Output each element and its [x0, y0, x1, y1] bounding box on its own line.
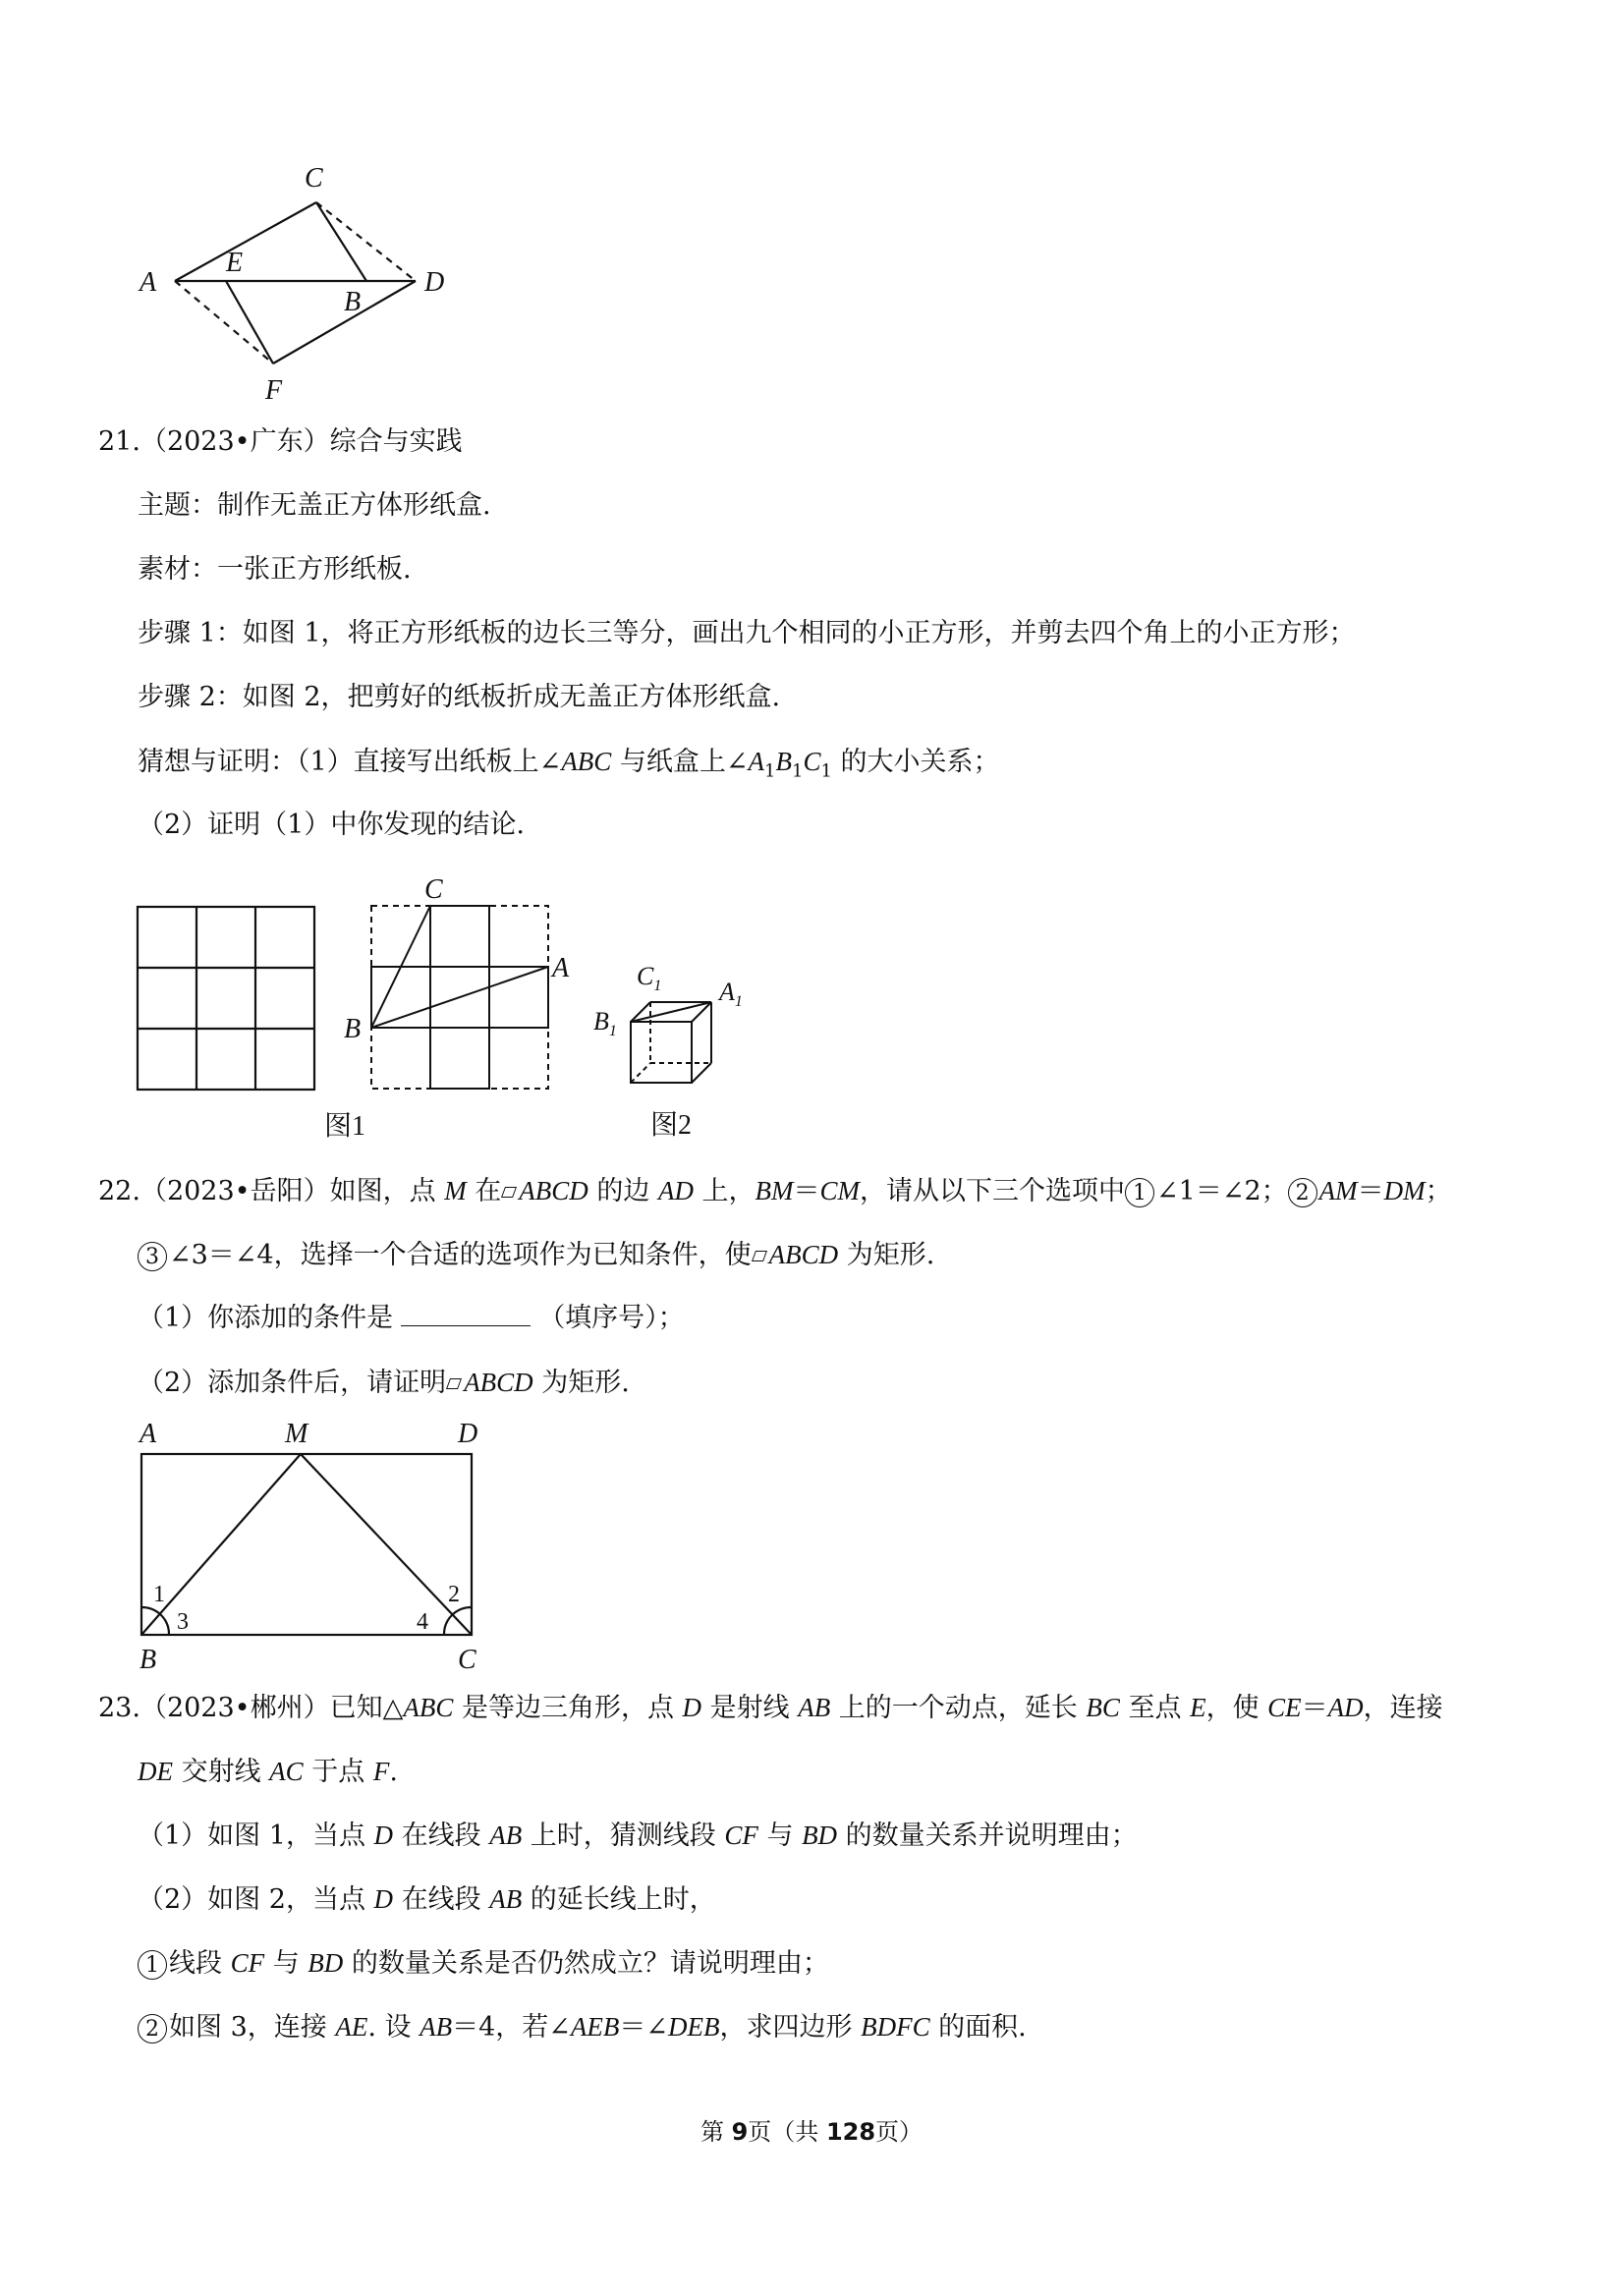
label-b: B — [344, 287, 362, 317]
text: 的数量关系并说明理由； — [837, 1820, 1138, 1851]
q23-line2 — [138, 1752, 398, 1792]
segment-ba — [371, 967, 548, 1028]
var: DE — [138, 1757, 173, 1786]
var: D — [682, 1693, 702, 1722]
circled-number: 3 — [138, 1242, 167, 1271]
rectangle-abcd — [141, 1454, 472, 1635]
var: BC — [1086, 1693, 1120, 1722]
var: BD — [802, 1820, 838, 1850]
angle-c1: C — [803, 747, 821, 776]
subscript: 1 — [791, 760, 804, 782]
arc-angle-2 — [453, 1607, 472, 1614]
var: ABCD — [464, 1368, 533, 1397]
text: ，求四边形 — [719, 2012, 862, 2043]
q21-step2: 步骤 2：如图 2，把剪好的纸板折成无盖正方体形纸盒. — [138, 682, 781, 712]
q22-line2 — [138, 1235, 934, 1275]
text: 至点 — [1119, 1693, 1191, 1723]
parallelogram-icon — [752, 1251, 767, 1261]
var: AC — [269, 1757, 304, 1786]
label-c1: $C_1$ — [637, 962, 662, 994]
text: ＝∠ — [619, 2012, 669, 2043]
text: 猜想与证明：（1）直接写出纸板上∠ — [138, 747, 562, 777]
var: AEB — [570, 2012, 620, 2042]
text: 的面积. — [929, 2012, 1027, 2043]
label-b1: $B_1$ — [593, 1007, 617, 1039]
label-b: B — [344, 1014, 362, 1044]
segment-cm — [301, 1454, 472, 1635]
question-number: 23. — [98, 1693, 140, 1723]
arc-angle-1 — [141, 1607, 160, 1614]
text: （2）如图 2，当点 — [138, 1884, 374, 1915]
var: E — [1190, 1693, 1206, 1722]
var: M — [444, 1176, 467, 1205]
caption-fig1: 图1 — [324, 1111, 366, 1142]
var: ABCD — [768, 1240, 839, 1269]
segment-af-dashed — [175, 281, 273, 364]
angle-a1: A — [748, 747, 765, 776]
text: 交射线 — [173, 1757, 270, 1787]
text: （1）你添加的条件是 — [138, 1303, 394, 1333]
subscript: 1 — [820, 760, 832, 782]
label-f: F — [265, 375, 283, 406]
text: ＝ — [1301, 1693, 1328, 1723]
var: ABC — [403, 1693, 454, 1722]
label-c: C — [305, 163, 323, 194]
text: ； — [1425, 1176, 1452, 1206]
q23-part1 — [138, 1816, 1138, 1856]
text: ＝ — [793, 1176, 820, 1206]
arc-angle-3 — [160, 1614, 169, 1635]
text: ∠1＝∠2； — [1156, 1176, 1288, 1206]
text: ＝ — [1357, 1176, 1384, 1206]
text: 上的一个动点，延长 — [830, 1693, 1087, 1723]
segment-ac — [175, 202, 316, 281]
text: （1）如图 1，当点 — [138, 1820, 374, 1851]
text: （2）添加条件后，请证明 — [138, 1368, 447, 1398]
q21-part2: （2）证明（1）中你发现的结论. — [138, 810, 525, 840]
text: 的数量关系是否仍然成立？请说明理由； — [343, 1948, 829, 1979]
page-footer — [0, 2112, 1623, 2147]
q21-material: 素材：一张正方形纸板. — [138, 554, 412, 585]
var: AB — [489, 1820, 523, 1850]
text: 如图 3，连接 — [169, 2012, 336, 2043]
q23-part2 — [138, 1879, 716, 1920]
page-total: 128 — [825, 2118, 876, 2146]
label-a1: $A_1$ — [719, 978, 743, 1010]
text: （填序号）； — [538, 1303, 685, 1333]
q22-line4 — [138, 1363, 630, 1403]
q21-guess — [138, 742, 1000, 791]
angle-label-2: 2 — [448, 1582, 460, 1607]
var: CF — [230, 1948, 265, 1978]
parallelogram-icon — [446, 1378, 462, 1389]
figure-q21-fig2 — [334, 874, 756, 1159]
cube-hidden — [631, 1063, 650, 1083]
text: ，使 — [1205, 1693, 1268, 1723]
text: 与 — [757, 1820, 803, 1851]
q22-line1 — [98, 1171, 1452, 1211]
caption-fig2: 图2 — [650, 1110, 693, 1141]
figure-q20 — [138, 157, 452, 406]
var: CF — [724, 1820, 758, 1850]
text: 的边 — [588, 1176, 658, 1206]
angle-label-3: 3 — [177, 1609, 189, 1635]
question-source: （2023•广东）综合与实践 — [140, 426, 463, 457]
var: CE — [1267, 1693, 1302, 1722]
answer-blank[interactable] — [401, 1304, 531, 1326]
var: D — [373, 1884, 394, 1914]
text: 是射线 — [701, 1693, 799, 1723]
arc-angle-4 — [444, 1614, 453, 1635]
figure-q21-fig1 — [128, 899, 366, 1154]
label-m: M — [285, 1419, 308, 1449]
text: 与纸盒上∠ — [611, 747, 749, 777]
figure-q22 — [128, 1415, 501, 1680]
question-number: 21. — [98, 426, 140, 457]
text: 线段 — [169, 1948, 231, 1979]
angle-label-1: 1 — [153, 1582, 165, 1607]
text: 在 — [466, 1176, 502, 1206]
label-a: A — [140, 267, 157, 298]
text: 的延长线上时， — [522, 1884, 716, 1915]
text: 在线段 — [393, 1884, 490, 1915]
segment-cb — [316, 202, 366, 281]
angle-label-4: 4 — [417, 1609, 428, 1635]
var: AB — [798, 1693, 831, 1722]
var: AD — [1327, 1693, 1364, 1722]
label-b: B — [140, 1645, 157, 1675]
text: 为矩形. — [838, 1240, 935, 1270]
footer-text: 页） — [875, 2118, 923, 2146]
text: 是等边三角形，点 — [453, 1693, 683, 1723]
q21-header — [98, 422, 463, 462]
q23-sub1 — [138, 1943, 829, 1984]
label-a: A — [140, 1419, 157, 1449]
var: D — [373, 1820, 394, 1850]
page-number: 9 — [731, 2118, 749, 2146]
var: BM — [755, 1176, 794, 1205]
text: （2023•岳阳）如图，点 — [140, 1176, 445, 1206]
label-c: C — [424, 874, 443, 905]
label-c: C — [458, 1645, 476, 1675]
var: AD — [657, 1176, 694, 1205]
text: 的大小关系； — [831, 747, 1000, 777]
var: F — [372, 1757, 390, 1786]
footer-text: 页（共 — [748, 2118, 826, 2146]
angle-b1: B — [775, 747, 792, 776]
var: BDFC — [861, 2012, 930, 2042]
q21-step1: 步骤 1：如图 1，将正方形纸板的边长三等分，画出九个相同的小正方形，并剪去四个角上的小正方形； — [138, 618, 1356, 648]
text: 上， — [693, 1176, 756, 1206]
text: 在线段 — [393, 1820, 490, 1851]
cube-edge — [692, 1063, 711, 1083]
var: ABCD — [519, 1176, 588, 1205]
text: ，请从以下三个选项中 — [860, 1176, 1126, 1206]
var: AB — [489, 1884, 523, 1914]
text: . 设 — [367, 2012, 420, 2043]
label-d: D — [458, 1419, 478, 1449]
var: AB — [420, 2012, 453, 2042]
circled-number: 1 — [138, 1950, 167, 1980]
label-e: E — [226, 248, 244, 278]
circled-number: 2 — [138, 2014, 167, 2044]
var: CM — [819, 1176, 861, 1205]
cube-diagonal — [631, 1002, 711, 1022]
text: （2023•郴州）已知△ — [140, 1693, 404, 1723]
circled-number: 2 — [1288, 1178, 1317, 1207]
segment-cd-dashed — [316, 202, 416, 281]
text: ，连接 — [1363, 1693, 1443, 1723]
text: 与 — [264, 1948, 308, 1979]
text: ∠3＝∠4，选择一个合适的选项作为已知条件，使 — [169, 1240, 752, 1270]
footer-text: 第 — [700, 2118, 732, 2146]
text: 于点 — [303, 1757, 373, 1787]
segment-ef — [226, 281, 273, 364]
question-number: 22. — [98, 1176, 140, 1206]
circled-number: 1 — [1125, 1178, 1154, 1207]
text: 上时，猜测线段 — [522, 1820, 725, 1851]
q21-theme: 主题：制作无盖正方体形纸盒. — [138, 490, 491, 521]
text: ＝4，若∠ — [452, 2012, 571, 2043]
parallelogram-icon — [501, 1187, 517, 1198]
var: AM — [1318, 1176, 1358, 1205]
var: AE — [335, 2012, 368, 2042]
grid-outline — [138, 907, 314, 1090]
q23-sub2 — [138, 2007, 1027, 2047]
angle-abc: ABC — [561, 747, 612, 776]
label-d: D — [424, 267, 445, 298]
label-a: A — [552, 953, 570, 983]
text: 为矩形. — [532, 1368, 630, 1398]
text: . — [389, 1757, 398, 1787]
var: DM — [1383, 1176, 1426, 1205]
segment-bm — [141, 1454, 301, 1635]
var: BD — [308, 1948, 344, 1978]
var: DEB — [668, 2012, 720, 2042]
subscript: 1 — [764, 760, 776, 782]
q23-line1 — [98, 1688, 1443, 1728]
q22-line3 — [138, 1299, 685, 1338]
